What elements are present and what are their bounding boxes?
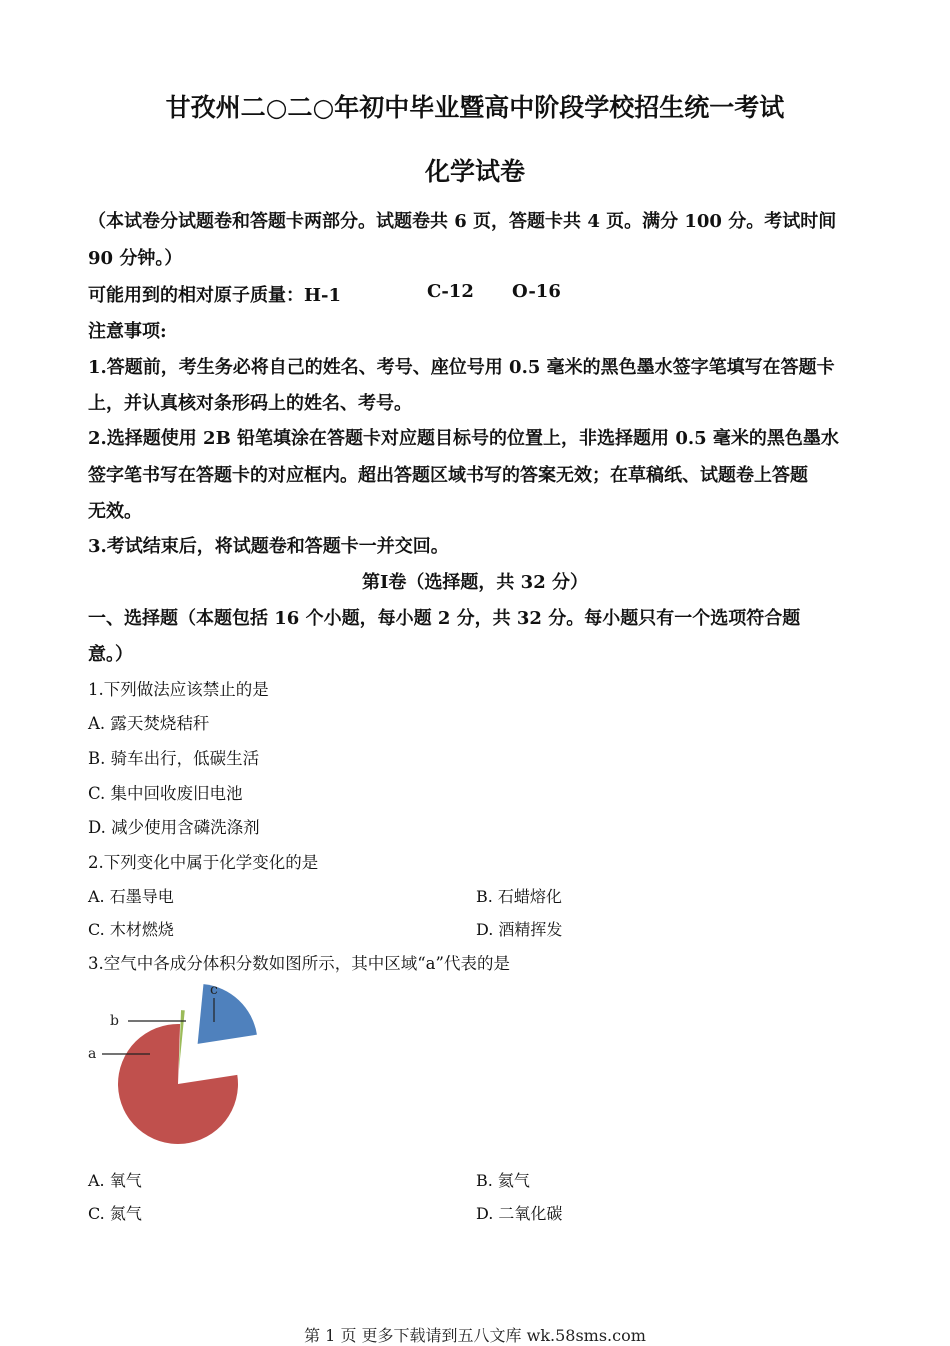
q2-stem: 2.下列变化中属于化学变化的是 — [88, 853, 319, 872]
notice-heading: 注意事项: — [88, 321, 167, 342]
exam-title: 甘孜州二○二○年初中毕业暨高中阶段学校招生统一考试 — [165, 93, 785, 122]
atomic-mass-o: O-16 — [512, 281, 561, 302]
note-2c: 无效。 — [88, 501, 142, 522]
note-2b: 签字笔书写在答题卡的对应框内。超出答题区域书写的答案无效；在草稿纸、试题卷上答题 — [88, 465, 808, 486]
q3-option-c: C. 氮气 — [88, 1204, 142, 1223]
q3-option-b: B. 氦气 — [476, 1171, 530, 1190]
q2-option-d: D. 酒精挥发 — [476, 920, 563, 939]
atomic-mass-label: 可能用到的相对原子质量：H-1 — [88, 285, 342, 306]
section-heading: 第Ⅰ卷（选择题，共 32 分） — [361, 572, 588, 593]
pie-slice-a — [118, 1024, 238, 1144]
pie-label-c: c — [210, 982, 218, 998]
note-3: 3.考试结束后，将试题卷和答题卡一并交回。 — [88, 536, 449, 557]
atomic-mass-c: C-12 — [427, 281, 474, 302]
note-1a: 1.答题前，考生务必将自己的姓名、考号、座位号用 0.5 毫米的黑色墨水签字笔填写在答题卡 — [88, 357, 835, 378]
q1-stem: 1.下列做法应该禁止的是 — [88, 680, 269, 699]
q2-option-b: B. 石蜡熔化 — [476, 887, 562, 906]
pie-slice-c — [198, 984, 257, 1044]
q1-option-a: A. 露天焚烧秸秆 — [88, 714, 210, 733]
q1-option-d: D. 减少使用含磷洗涤剂 — [88, 818, 260, 837]
q3-option-d: D. 二氧化碳 — [476, 1204, 563, 1223]
q1-option-b: B. 骑车出行，低碳生活 — [88, 749, 260, 768]
part-heading-a: 一、选择题（本题包括 16 个小题，每小题 2 分，共 32 分。每小题只有一个选项符合题 — [88, 608, 801, 629]
q2-option-c: C. 木材燃烧 — [88, 920, 174, 939]
intro-line-2: 90 分钟。） — [88, 248, 183, 269]
note-2a: 2.选择题使用 2B 铅笔填涂在答题卡对应题目标号的位置上，非选择题用 0.5 毫米的黑色墨水 — [88, 428, 839, 449]
q2-option-a: A. 石墨导电 — [88, 887, 174, 906]
pie-label-b: b — [110, 1013, 119, 1029]
q3-stem: 3.空气中各成分体积分数如图所示，其中区域“a”代表的是 — [88, 954, 510, 973]
part-heading-b: 意。） — [88, 644, 133, 665]
pie-slice-b — [179, 1010, 185, 1070]
exam-subtitle: 化学试卷 — [424, 157, 525, 186]
note-1b: 上，并认真核对条形码上的姓名、考号。 — [88, 393, 412, 414]
air-composition-pie-chart — [80, 978, 270, 1153]
q3-option-a: A. 氧气 — [88, 1171, 142, 1190]
page-footer: 第 1 页 更多下载请到五八文库 wk.58sms.com — [304, 1326, 646, 1345]
q1-option-c: C. 集中回收废旧电池 — [88, 784, 243, 803]
pie-label-a: a — [88, 1046, 97, 1062]
intro-line-1: （本试卷分试题卷和答题卡两部分。试题卷共 6 页，答题卡共 4 页。满分 100 分。考试时间 — [88, 211, 837, 232]
